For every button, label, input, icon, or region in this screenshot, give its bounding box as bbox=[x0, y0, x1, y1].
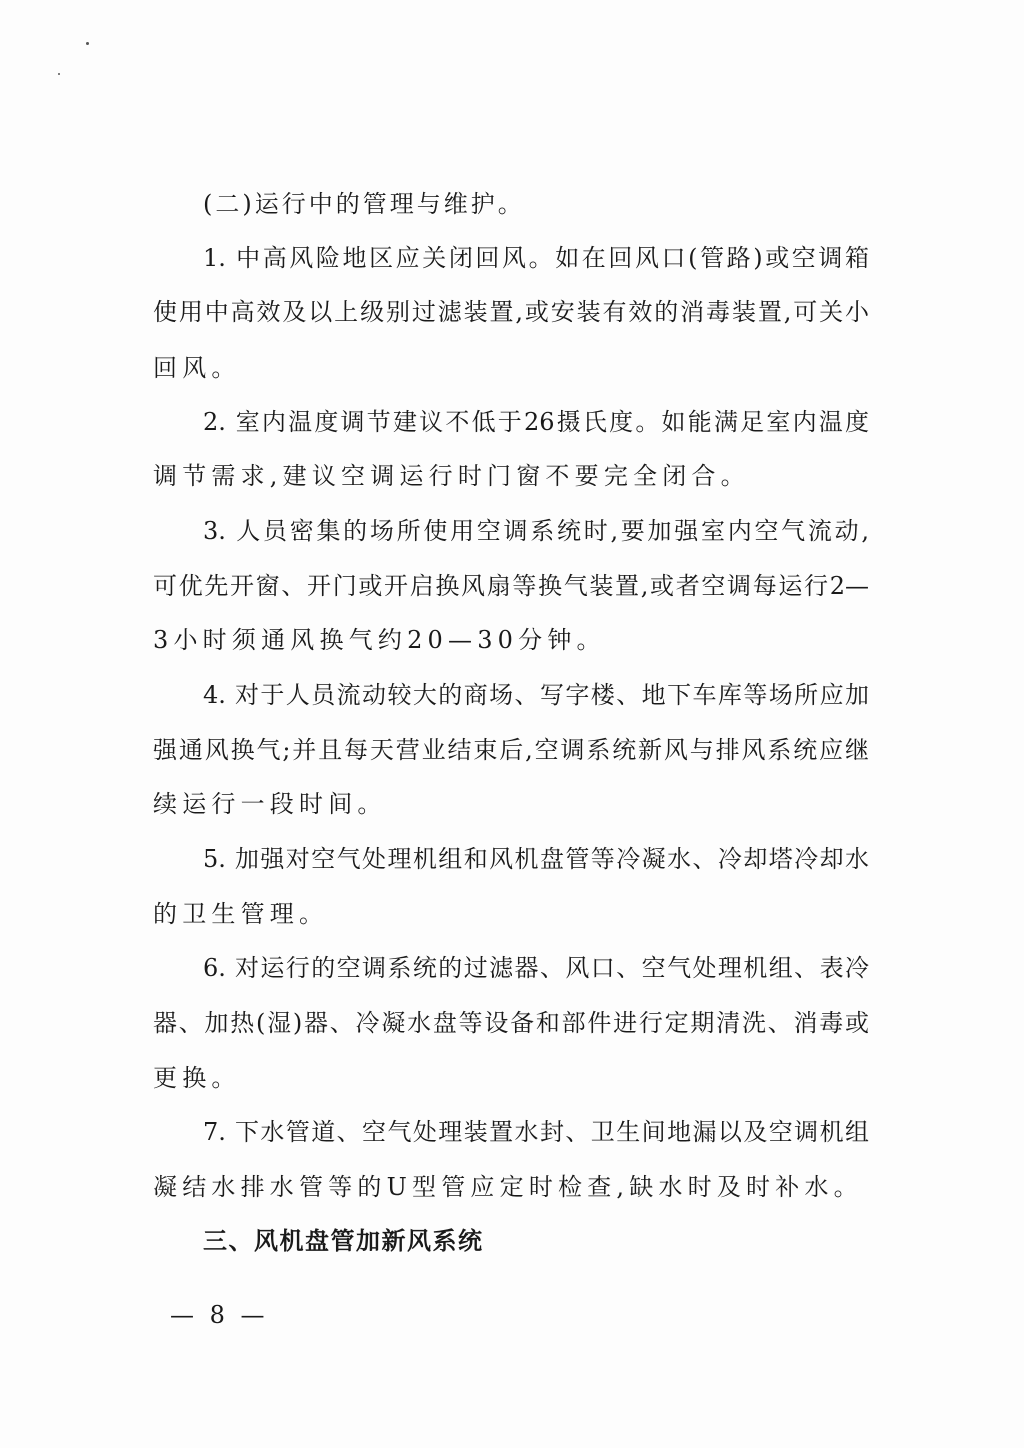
section-heading: 三、风机盘管加新风系统 bbox=[203, 1227, 484, 1255]
scan-speck bbox=[58, 73, 60, 75]
paragraph-line: 续运行一段时间。 bbox=[153, 790, 387, 818]
scan-speck bbox=[86, 42, 89, 45]
paragraph-line: 调节需求,建议空调运行时门窗不要完全闭合。 bbox=[153, 462, 750, 490]
paragraph-line: 强通风换气;并且每天营业结束后,空调系统新风与排风系统应继 bbox=[153, 736, 869, 764]
paragraph-line: 回风。 bbox=[153, 354, 241, 382]
paragraph-line: 使用中高效及以上级别过滤装置,或安装有效的消毒装置,可关小 bbox=[153, 298, 869, 326]
subsection-title: (二)运行中的管理与维护。 bbox=[203, 190, 525, 218]
paragraph-line: 3小时须通风换气约20—30分钟。 bbox=[153, 626, 606, 654]
paragraph-line: 5. 加强对空气处理机组和风机盘管等冷凝水、冷却塔冷却水 bbox=[203, 845, 869, 873]
paragraph-line: 器、加热(湿)器、冷凝水盘等设备和部件进行定期清洗、消毒或 bbox=[153, 1009, 869, 1037]
paragraph-line: 2. 室内温度调节建议不低于26摄氏度。如能满足室内温度 bbox=[203, 408, 869, 436]
paragraph-line: 3. 人员密集的场所使用空调系统时,要加强室内空气流动, bbox=[203, 517, 869, 545]
paragraph-line: 7. 下水管道、空气处理装置水封、卫生间地漏以及空调机组 bbox=[203, 1118, 869, 1146]
page-number: — 8 — bbox=[170, 1301, 269, 1329]
paragraph-line: 更换。 bbox=[153, 1064, 241, 1092]
paragraph-line: 1. 中高风险地区应关闭回风。如在回风口(管路)或空调箱 bbox=[203, 244, 869, 272]
paragraph-line: 4. 对于人员流动较大的商场、写字楼、地下车库等场所应加 bbox=[203, 681, 869, 709]
paragraph-line: 6. 对运行的空调系统的过滤器、风口、空气处理机组、表冷 bbox=[203, 954, 869, 982]
paragraph-line: 可优先开窗、开门或开启换风扇等换气装置,或者空调每运行2— bbox=[153, 572, 869, 600]
paragraph-line: 的卫生管理。 bbox=[153, 900, 329, 928]
paragraph-line: 凝结水排水管等的U型管应定时检查,缺水时及时补水。 bbox=[153, 1173, 863, 1201]
